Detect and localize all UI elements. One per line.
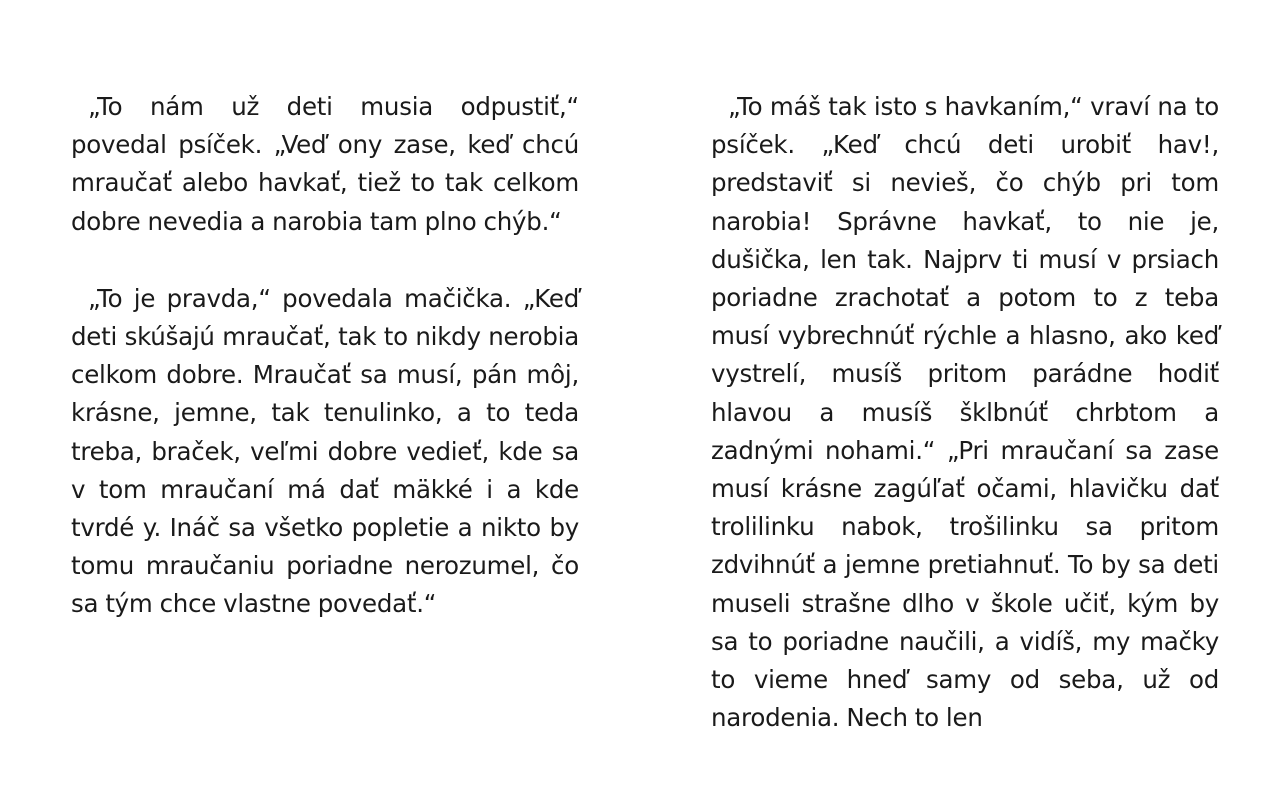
- left-page: [71, 88, 579, 624]
- right-page: [711, 88, 1219, 737]
- right-paragraph-1: „To máš tak isto s havkaním,“ vraví na to psíček. „Keď chcú deti urobiť hav!, predstaviť si nevieš, čo chýb pri tom narobia! Správne havkať, to nie je, dušička, len tak. Najprv ti musí v prsiach poriadne zrachotať a potom to z teba musí vybrechnúť rýchle a hlasno, ako keď vystrelí, musíš pritom parádne hodiť hlavou a musíš šklbnúť chrbtom a zadnými nohami.“ „Pri mraučaní sa zase musí krásne zagúľať očami, hlavičku dať trolilinku nabok, trošilinku sa pritom zdvihnúť a jemne pretiahnuť. To by sa deti museli strašne dlho v škole učiť, kým by sa to poriadne naučili, a vidíš, my mačky to vieme hneď samy od seba, už od narodenia. Nech to len: [711, 92, 1219, 733]
- left-paragraph-2: „To je pravda,“ povedala mačička. „Keď deti skúšajú mraučať, tak to nikdy nerobia celkom dobre. Mraučať sa musí, pán môj, krásne, jemne, tak tenulinko, a to teda treba, braček, veľmi dobre vedieť, kde sa v tom mraučaní má dať mäkké i a kde tvrdé y. Ináč sa všetko popletie a nikto by tomu mraučaniu poriadne nerozumel, čo sa tým chce vlastne povedať.“: [71, 283, 579, 619]
- left-paragraph-1: „To nám už deti musia odpustiť,“ povedal psíček. „Veď ony zase, keď chcú mraučať alebo havkať, tiež to tak celkom dobre nevedia a narobia tam plno chýb.“: [71, 92, 579, 236]
